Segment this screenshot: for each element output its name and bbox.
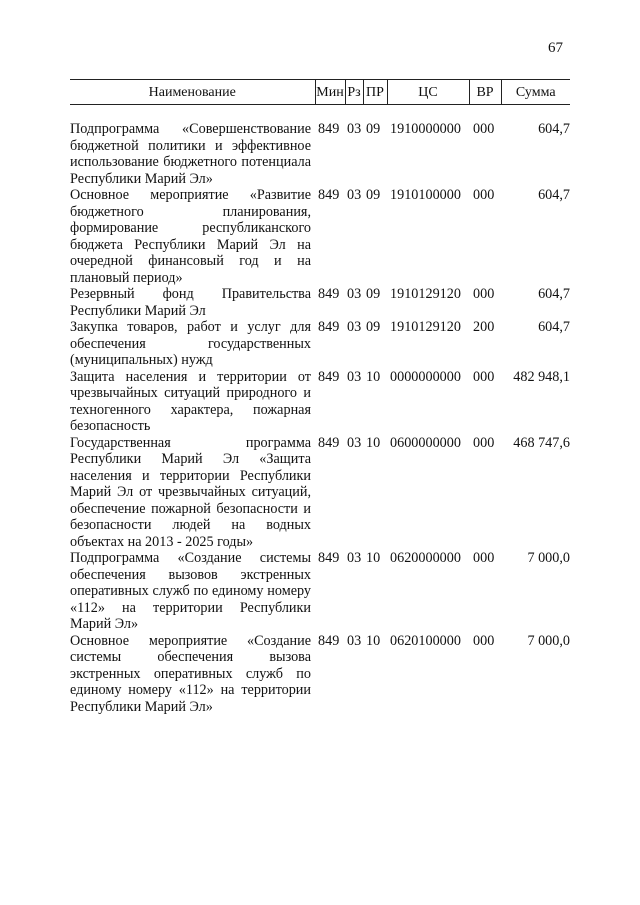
header-pr: ПР [363, 80, 387, 105]
row-vr: 000 [473, 550, 495, 566]
row-name: Закупка товаров, работ и услуг для обеспечения государственных (муниципальных) нужд [70, 319, 311, 368]
row-rz: 03 [347, 434, 362, 451]
row-sum: 604,7 [538, 319, 570, 335]
row-pr: 09 [366, 319, 381, 335]
row-vr: 000 [473, 187, 495, 203]
row-cs: 0620000000 [390, 550, 461, 566]
row-min: 849 [318, 368, 340, 385]
header-rz: Рз [345, 80, 363, 105]
spacer-row [70, 105, 570, 122]
row-rz: 03 [347, 550, 362, 566]
row-vr: 000 [473, 286, 495, 302]
header-name: Наименование [70, 80, 315, 105]
table-row [70, 286, 570, 319]
row-min: 849 [318, 121, 340, 137]
table-row [70, 187, 570, 286]
row-cs: 0620100000 [390, 632, 461, 649]
header-sum: Сумма [501, 80, 570, 105]
header-cs: ЦС [387, 80, 469, 105]
row-pr: 09 [366, 121, 381, 137]
row-name: Основное мероприятие «Создание системы обеспечения вызова экстренных оперативных служб по единому номеру «112» на территории Республики Марий Эл» [70, 632, 311, 715]
table-row [70, 369, 570, 435]
row-rz: 03 [347, 632, 362, 649]
row-name: Резервный фонд Правительства Республики Марий Эл [70, 286, 311, 319]
row-cs: 1910129120 [390, 286, 461, 302]
spacer-cell [70, 105, 570, 122]
row-pr: 09 [366, 286, 381, 302]
row-name: Подпрограмма «Совершенствование бюджетной политики и эффективное использование бюджетного потенциала Республики Марий Эл» [70, 121, 311, 187]
row-min: 849 [318, 434, 340, 451]
row-rz: 03 [347, 319, 362, 335]
row-min: 849 [318, 632, 340, 649]
row-pr: 10 [366, 434, 381, 451]
row-min: 849 [318, 286, 340, 302]
row-vr: 000 [473, 368, 495, 385]
header-min: Мин [315, 80, 345, 105]
row-sum: 482 948,1 [513, 368, 570, 385]
row-pr: 10 [366, 632, 381, 649]
row-cs: 1910000000 [390, 121, 461, 137]
row-cs: 0600000000 [390, 434, 461, 451]
row-sum: 604,7 [538, 121, 570, 137]
table-row [70, 435, 570, 551]
row-sum: 7 000,0 [527, 632, 570, 649]
row-sum: 604,7 [538, 286, 570, 302]
row-name: Основное мероприятие «Развитие бюджетного планирования, формирование республиканского бюджета Республики Марий Эл на очередной финансовый год и на плановый период» [70, 187, 311, 286]
row-cs: 0000000000 [390, 368, 461, 385]
row-pr: 10 [366, 368, 381, 385]
row-min: 849 [318, 550, 340, 566]
row-cs: 1910100000 [390, 187, 461, 203]
table-row [70, 121, 570, 187]
row-vr: 000 [473, 632, 495, 649]
table-header-row [70, 80, 570, 105]
row-vr: 200 [473, 319, 495, 335]
row-pr: 09 [366, 187, 381, 203]
row-rz: 03 [347, 286, 362, 302]
row-vr: 000 [473, 121, 495, 137]
row-pr: 10 [366, 550, 381, 566]
table-row [70, 319, 570, 369]
row-sum: 604,7 [538, 187, 570, 203]
row-min: 849 [318, 187, 340, 203]
row-sum: 7 000,0 [527, 550, 570, 566]
row-name: Государственная программа Республики Марий Эл «Защита населения и территории Республики Марий Эл от чрезвычайных ситуаций, обеспечение пожарной безопасности и безопасности людей на водных объектах на 2013 - 2025 годы» [70, 434, 311, 550]
row-min: 849 [318, 319, 340, 335]
row-rz: 03 [347, 121, 362, 137]
row-name: Защита населения и территории от чрезвычайных ситуаций природного и техногенного характера, пожарная безопасность [70, 368, 311, 434]
table-row [70, 633, 570, 716]
budget-table [70, 79, 570, 715]
row-rz: 03 [347, 187, 362, 203]
page-number: 67 [548, 40, 563, 56]
row-cs: 1910129120 [390, 319, 461, 335]
row-rz: 03 [347, 368, 362, 385]
row-name: Подпрограмма «Создание системы обеспечения вызовов экстренных оперативных служб по единому номеру «112» на территории Республики Марий Эл» [70, 550, 311, 632]
table-row [70, 550, 570, 633]
header-vr: ВР [469, 80, 501, 105]
row-sum: 468 747,6 [513, 434, 570, 451]
row-vr: 000 [473, 434, 495, 451]
